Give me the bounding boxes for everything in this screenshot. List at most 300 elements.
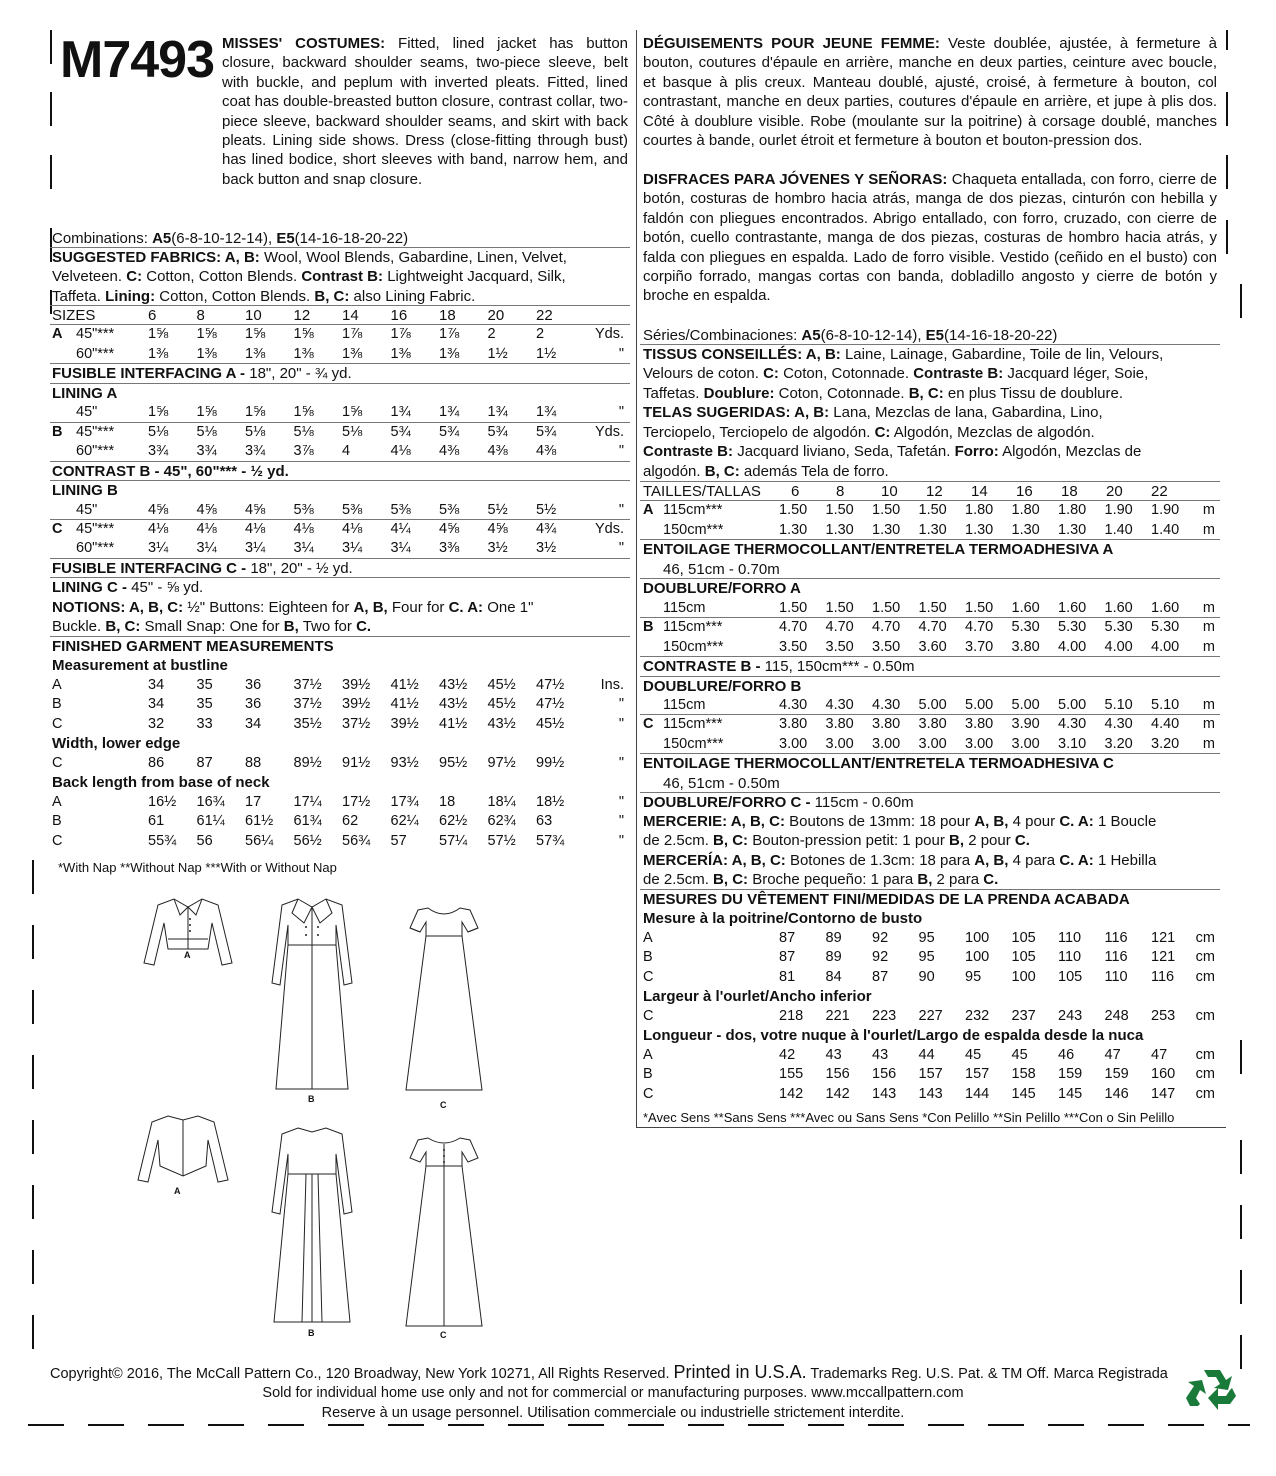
cell-value: 84 [825, 968, 842, 985]
table-row [643, 1007, 1219, 1026]
bottom-dash [988, 1424, 1024, 1426]
row-heading: CONTRASTE B - [643, 658, 765, 676]
cell-value: 100 [965, 929, 990, 946]
cell-value: 90 [918, 968, 935, 985]
sizes-label: SIZES [52, 307, 96, 324]
size-header: 22 [1151, 483, 1168, 500]
measure-heading: Largeur à l'ourlet/Ancho inferior [643, 988, 872, 1006]
telas-line-2 [643, 423, 1095, 442]
bottom-dash [868, 1424, 904, 1426]
view-letter: B [52, 423, 63, 440]
cell-value: 39½ [390, 715, 419, 732]
cell-value: 35½ [293, 715, 322, 732]
cell-value: 18¼ [487, 793, 516, 810]
combo-e5: E5 [276, 230, 295, 247]
english-title: MISSES' COSTUMES: [222, 35, 386, 52]
margin-mark [32, 1315, 34, 1349]
mercerie-line-2 [643, 831, 1030, 850]
bottom-dash [928, 1424, 964, 1426]
unit: m [1202, 521, 1215, 538]
row-label: C [52, 832, 63, 849]
cell-value: 34 [148, 676, 165, 693]
cell-value: 3.80 [779, 716, 808, 733]
row-label: 60"*** [76, 540, 115, 557]
cell-value: 5½ [487, 501, 508, 518]
size-header: 12 [926, 483, 943, 500]
bottom-dash [1048, 1424, 1084, 1426]
footer-line-2: Sold for individual home use only and not for commercial or manufacturing purposes. www.mccallpattern.com [262, 1385, 964, 1401]
row-label: B [52, 696, 62, 713]
cell-value: 5¾ [536, 423, 557, 440]
size-header: 18 [1061, 483, 1078, 500]
cell-value: 18 [439, 793, 456, 810]
cell-value: 1.60 [1058, 599, 1087, 616]
unit: m [1202, 502, 1215, 519]
cell-value: 4⅛ [148, 520, 169, 537]
unit: Yds. [594, 423, 624, 440]
fabrics-contrast-label: Contrast B: [301, 268, 384, 285]
cell-value: 3.80 [872, 716, 901, 733]
cell-value: 5⅛ [245, 423, 266, 440]
cell-value: 89 [825, 949, 842, 966]
cell-value: 1⅝ [293, 404, 314, 421]
unit: m [1202, 696, 1215, 713]
sizes-row [643, 482, 1219, 501]
cell-value: 121 [1151, 949, 1176, 966]
cell-value: 218 [779, 1007, 804, 1024]
margin-mark [1240, 1140, 1242, 1174]
tissus-doublure: Coton, Cotonnade. [778, 385, 905, 402]
cell-value: 3.80 [965, 716, 994, 733]
cell-value: 57¾ [536, 832, 565, 849]
cell-value: 61½ [245, 813, 274, 830]
cell-value: 1.30 [965, 521, 994, 538]
cell-value: 62¾ [487, 813, 516, 830]
cell-value: 3.20 [1104, 735, 1133, 752]
cell-value: 61 [148, 813, 165, 830]
cell-value: 41½ [390, 676, 419, 693]
row-text [663, 774, 780, 793]
tissus-taffetas: Taffetas. [643, 385, 700, 402]
row-label: 45"*** [76, 520, 115, 537]
measure-heading: Measurement at bustline [52, 657, 228, 675]
table-row [643, 774, 1219, 793]
table-row [52, 403, 628, 422]
tissus-contrast-label: Contraste B: [913, 365, 1004, 382]
table-row [52, 812, 628, 831]
combinations-line [52, 229, 408, 248]
cell-value: 47½ [536, 676, 565, 693]
telas-line-3 [643, 442, 1141, 461]
cell-value: 3.20 [1151, 735, 1180, 752]
cell-value: 45 [965, 1046, 982, 1063]
cell-value: 63 [536, 813, 553, 830]
cell-value: 3¾ [245, 443, 266, 460]
cell-value: 159 [1058, 1066, 1083, 1083]
row-label: 150cm*** [663, 521, 724, 538]
cell-value: 156 [825, 1066, 850, 1083]
cell-value: 1.30 [1011, 521, 1040, 538]
bottom-dash [508, 1424, 544, 1426]
merceria-text-3: 1 Hebilla [1097, 852, 1157, 869]
cell-value: 143 [872, 1085, 897, 1102]
cell-value: 43½ [439, 696, 468, 713]
footer-line-3: Reserve à un usage personnel. Utilisation commerciale ou industrielle strictement interdite. [321, 1405, 905, 1421]
table-row [643, 657, 1219, 676]
cell-value: 4¾ [536, 520, 557, 537]
table-row [52, 462, 628, 481]
cell-value: 3½ [487, 540, 508, 557]
notions-snap: Small Snap: One for [144, 618, 280, 635]
row-label: 60"*** [76, 443, 115, 460]
cell-value: 5½ [536, 501, 557, 518]
cell-value: 1⅞ [342, 326, 363, 343]
notions-buckle: Buckle. [52, 618, 102, 635]
cell-value: 5⅜ [439, 501, 460, 518]
telas-contrast: Jacquard liviano, Seda, Tafetán. [737, 443, 951, 460]
row-label: 115cm [663, 696, 706, 713]
cell-value: 1⅞ [439, 326, 460, 343]
cell-value: 145 [1011, 1085, 1036, 1102]
table-row [52, 384, 628, 403]
english-description [222, 34, 628, 189]
cell-value: 44 [918, 1046, 935, 1063]
cell-value: 3¼ [390, 540, 411, 557]
table-row [52, 754, 628, 773]
cell-value: 5.10 [1151, 696, 1180, 713]
size-header: 16 [390, 307, 408, 324]
cell-value: 3.00 [965, 735, 994, 752]
table-row [643, 696, 1219, 715]
telas-c-label: C: [874, 424, 891, 441]
notions-cc: C. [356, 618, 372, 635]
cell-value: 121 [1151, 929, 1176, 946]
cell-value: 56½ [293, 832, 322, 849]
row-text [643, 540, 1113, 559]
cell-value: 4.70 [918, 619, 947, 636]
cell-value: 87 [779, 929, 796, 946]
cell-value: 3¾ [196, 443, 217, 460]
cell-value: 56¾ [342, 832, 371, 849]
bottom-dash [28, 1424, 64, 1426]
cell-value: 4⅛ [245, 520, 266, 537]
cell-value: 116 [1104, 929, 1128, 946]
fr-combo-e5-sizes: (14-16-18-20-22) [944, 327, 1058, 344]
sketch-label-back-b: B [308, 1328, 315, 1338]
row-detail: 46, 51cm - 0.50m [663, 774, 780, 792]
bottom-dash [748, 1424, 784, 1426]
unit: cm [1195, 968, 1215, 985]
row-detail: 46, 51cm - 0.70m [663, 560, 780, 578]
french-description-text: Veste doublée, ajustée, à fermeture à bouton, coutures d'épaule en arrière, manche en deux parties, ceinture avec boucle, et basque à plis creux. Manteau doublé, ajusté, croisé, à fermeture à bouton, col contrastant, manche en deux parties, coutures d'épaule en arrière, et jupe à plis dos. Côté à doublure visible. Robe (moulante sur la poitrine) à corsage doublé, manches courtes à bande, ourlet étroit et fermeture à bouton et bouton-pression dos. [643, 35, 1217, 150]
tissus-c-label: C: [763, 365, 779, 382]
tissus-doublure-label: Doublure: [703, 385, 775, 402]
tissus-contrast: Jacquard léger, Soie, [1007, 365, 1149, 382]
cell-value: 87 [779, 949, 796, 966]
cell-value: 1½ [536, 345, 557, 362]
cell-value: 5⅛ [148, 423, 169, 440]
row-heading: ENTOILAGE THERMOCOLLANT/ENTRETELA TERMOADHESIVA C [643, 755, 1114, 773]
unit: m [1202, 638, 1215, 655]
merceria-line-2 [643, 870, 998, 889]
cell-value: 1.50 [825, 502, 854, 519]
unit: cm [1195, 1007, 1215, 1024]
cell-value: 4⅜ [536, 443, 557, 460]
mercerie-b: B, [949, 832, 965, 849]
cell-value: 87 [872, 968, 889, 985]
cell-value: 243 [1058, 1007, 1083, 1024]
bottom-dash [1168, 1424, 1204, 1426]
notions-bc: B, C: [105, 618, 141, 635]
cell-value: 146 [1104, 1085, 1129, 1102]
row-text [52, 384, 117, 403]
telas-text: Lana, Mezclas de lana, Gabardina, Lino, [833, 404, 1103, 421]
row-label: 115cm*** [663, 502, 723, 519]
merceria-b: B, [917, 871, 933, 888]
cell-value: 5.30 [1058, 619, 1087, 636]
mercerie-text-2: 4 pour [1012, 813, 1056, 830]
cell-value: 95 [918, 949, 935, 966]
cell-value: 45½ [536, 715, 565, 732]
cell-value: 4.00 [1151, 638, 1180, 655]
merceria-line-1 [643, 851, 1156, 870]
table-row [643, 618, 1219, 637]
cell-value: 57¼ [439, 832, 468, 849]
row-label: A [643, 929, 653, 946]
cell-value: 62½ [439, 813, 468, 830]
sketch-back-c [396, 1130, 492, 1330]
cell-value: 47½ [536, 696, 565, 713]
cell-value: 160 [1151, 1066, 1176, 1083]
cell-value: 100 [1011, 968, 1036, 985]
cell-value: 3.00 [872, 735, 901, 752]
telas-forro-label: Forro: [954, 443, 999, 460]
cell-value: 116 [1104, 949, 1128, 966]
fr-combo-a5: A5 [801, 327, 821, 344]
unit: " [618, 501, 624, 518]
table-row [643, 715, 1219, 734]
cell-value: 223 [872, 1007, 897, 1024]
fabrics-velveteen: Velveteen. [52, 268, 123, 285]
notions-ab: A, B, [353, 599, 388, 616]
mercerie-cc: C. [1014, 832, 1030, 849]
sketch-back-b [262, 1122, 362, 1326]
cell-value: 3½ [536, 540, 557, 557]
cell-value: 1.80 [965, 502, 994, 519]
cell-value: 45 [1011, 1046, 1028, 1063]
unit: m [1202, 735, 1215, 752]
unit: cm [1195, 1046, 1215, 1063]
notions-label: NOTIONS: A, B, C: [52, 599, 184, 616]
cell-value: 5⅜ [390, 501, 411, 518]
cell-value: 4.70 [825, 619, 854, 636]
bottom-dash [148, 1424, 184, 1426]
table-row [52, 423, 628, 442]
size-header: 10 [881, 483, 898, 500]
table-row [643, 793, 1219, 812]
unit: Yds. [594, 326, 624, 343]
cell-value: 4⅝ [148, 501, 169, 518]
row-text [643, 579, 801, 598]
margin-mark [1226, 220, 1228, 254]
row-label: A [643, 1046, 653, 1063]
cell-value: 5.10 [1104, 696, 1133, 713]
cell-value: 46 [1058, 1046, 1075, 1063]
table-row [643, 501, 1219, 520]
row-label: 45"*** [76, 326, 115, 343]
mercerie-two: 2 pour [968, 832, 1011, 849]
notions-text: ½" Buttons: Eighteen for [187, 599, 350, 616]
cell-value: 36 [245, 676, 262, 693]
cell-value: 3¼ [342, 540, 363, 557]
cell-value: 110 [1058, 949, 1082, 966]
cell-value: 110 [1058, 929, 1082, 946]
table-row [52, 578, 628, 597]
margin-mark [50, 92, 52, 126]
row-label: 115cm [663, 599, 706, 616]
row-heading: LINING A [52, 384, 118, 402]
cell-value: 93½ [390, 754, 419, 771]
cell-value: 3¼ [245, 540, 266, 557]
sketch-label-front-a: A [184, 950, 191, 960]
cell-value: 99½ [536, 754, 565, 771]
cell-value: 1⅜ [245, 345, 266, 362]
cell-value: 1.50 [872, 599, 901, 616]
table-row [643, 929, 1219, 948]
sketch-front-c [396, 900, 492, 1100]
combinations-label: Combinations: [52, 230, 148, 247]
cell-value: 4.00 [1058, 638, 1087, 655]
cell-value: 3¼ [196, 540, 217, 557]
table-row [643, 735, 1219, 754]
row-label: 115cm*** [663, 716, 723, 733]
cell-value: 45½ [487, 676, 516, 693]
cell-value: 4⅛ [342, 520, 363, 537]
row-heading: FUSIBLE INTERFACING A - [52, 365, 250, 383]
cell-value: 81 [779, 968, 796, 985]
merceria-line2: de 2.5cm. [643, 871, 709, 888]
recycle-icon [1186, 1366, 1238, 1412]
cell-value: 5.30 [1011, 619, 1040, 636]
size-header: 8 [836, 483, 845, 500]
table-row [52, 345, 628, 364]
table-row [52, 559, 628, 578]
cell-value: 56 [196, 832, 213, 849]
cell-value: 1⅜ [196, 345, 217, 362]
copyright-line [50, 1362, 1180, 1383]
unit: " [618, 813, 624, 830]
bottom-dash [808, 1424, 844, 1426]
cell-value: 5.00 [1011, 696, 1040, 713]
fabrics-label: SUGGESTED FABRICS: A, B: [52, 249, 260, 266]
merceria-c: C. A: [1059, 852, 1094, 869]
cell-value: 227 [918, 1007, 943, 1024]
cell-value: 17¼ [293, 793, 322, 810]
row-label: 45" [76, 404, 98, 421]
margin-mark [1240, 1335, 1242, 1369]
cell-value: 87 [196, 754, 213, 771]
cell-value: 3.60 [918, 638, 947, 655]
cell-value: 155 [779, 1066, 804, 1083]
unit: " [618, 696, 624, 713]
size-header: 12 [293, 307, 311, 324]
unit: cm [1195, 1085, 1215, 1102]
cell-value: 35 [196, 696, 213, 713]
cell-value: 43 [872, 1046, 889, 1063]
cell-value: 43 [825, 1046, 842, 1063]
notions-line-2 [52, 617, 371, 636]
merceria-cc: C. [983, 871, 999, 888]
cell-value: 3.00 [825, 735, 854, 752]
cell-value: 3¼ [148, 540, 169, 557]
cell-value: 34 [148, 696, 165, 713]
fr-combo-e5: E5 [925, 327, 945, 344]
bottom-dash [1228, 1424, 1250, 1426]
fabrics-c-label: C: [126, 268, 143, 285]
fabrics-taffeta: Taffeta. [52, 288, 101, 305]
cell-value: 89½ [293, 754, 322, 771]
row-text [52, 364, 352, 383]
cell-value: 3.10 [1058, 735, 1087, 752]
row-label: A [52, 793, 62, 810]
margin-mark [1226, 92, 1228, 126]
cell-value: 95 [918, 929, 935, 946]
cell-value: 5⅛ [196, 423, 217, 440]
table-row [643, 1085, 1219, 1104]
cell-value: 1¾ [487, 404, 508, 421]
row-label: B [52, 813, 62, 830]
tissus-line-1 [643, 345, 1163, 364]
cell-value: 158 [1011, 1066, 1036, 1083]
bottom-dash [208, 1424, 244, 1426]
row-text [52, 481, 118, 500]
cell-value: 37½ [293, 676, 322, 693]
cell-value: 3.80 [825, 716, 854, 733]
trademarks: Trademarks Reg. U.S. Pat. & TM Off. Marca Registrada [810, 1366, 1168, 1382]
fabrics-bc: also Lining Fabric. [353, 288, 476, 305]
size-header: 14 [342, 307, 359, 324]
margin-mark [32, 1120, 34, 1154]
cell-value: 3.00 [918, 735, 947, 752]
row-detail: 18", 20" - ½ yd. [250, 559, 353, 577]
table-row [643, 1046, 1219, 1065]
merceria-text-2: 4 para [1012, 852, 1056, 869]
cell-value: 3.80 [918, 716, 947, 733]
row-text [643, 657, 914, 676]
measure-heading: Width, lower edge [52, 735, 181, 753]
tissus-bc: en plus Tissu de doublure. [947, 385, 1124, 402]
unit: " [618, 443, 624, 460]
merceria-ab: A, B, [974, 852, 1009, 869]
margin-mark [1226, 155, 1228, 189]
row-label: B [643, 949, 653, 966]
row-label: C [643, 1007, 654, 1024]
size-header: 18 [439, 307, 456, 324]
table-row [643, 638, 1219, 657]
notions-line-1 [52, 598, 628, 617]
measure-heading: Mesure à la poitrine/Contorno de busto [643, 910, 923, 928]
cell-value: 1¾ [536, 404, 557, 421]
fabrics-lining: Cotton, Cotton Blends. [159, 288, 311, 305]
cell-value: 5⅜ [293, 501, 314, 518]
fr-combo-a5-sizes: (6-8-10-12-14), [820, 327, 922, 344]
telas-c: Algodón, Mezclas de algodón. [893, 424, 1095, 441]
cell-value: 157 [918, 1066, 943, 1083]
cell-value: 3¾ [148, 443, 169, 460]
cell-value: 1⅝ [245, 326, 266, 343]
cell-value: 1⅞ [390, 326, 411, 343]
margin-mark [32, 925, 34, 959]
